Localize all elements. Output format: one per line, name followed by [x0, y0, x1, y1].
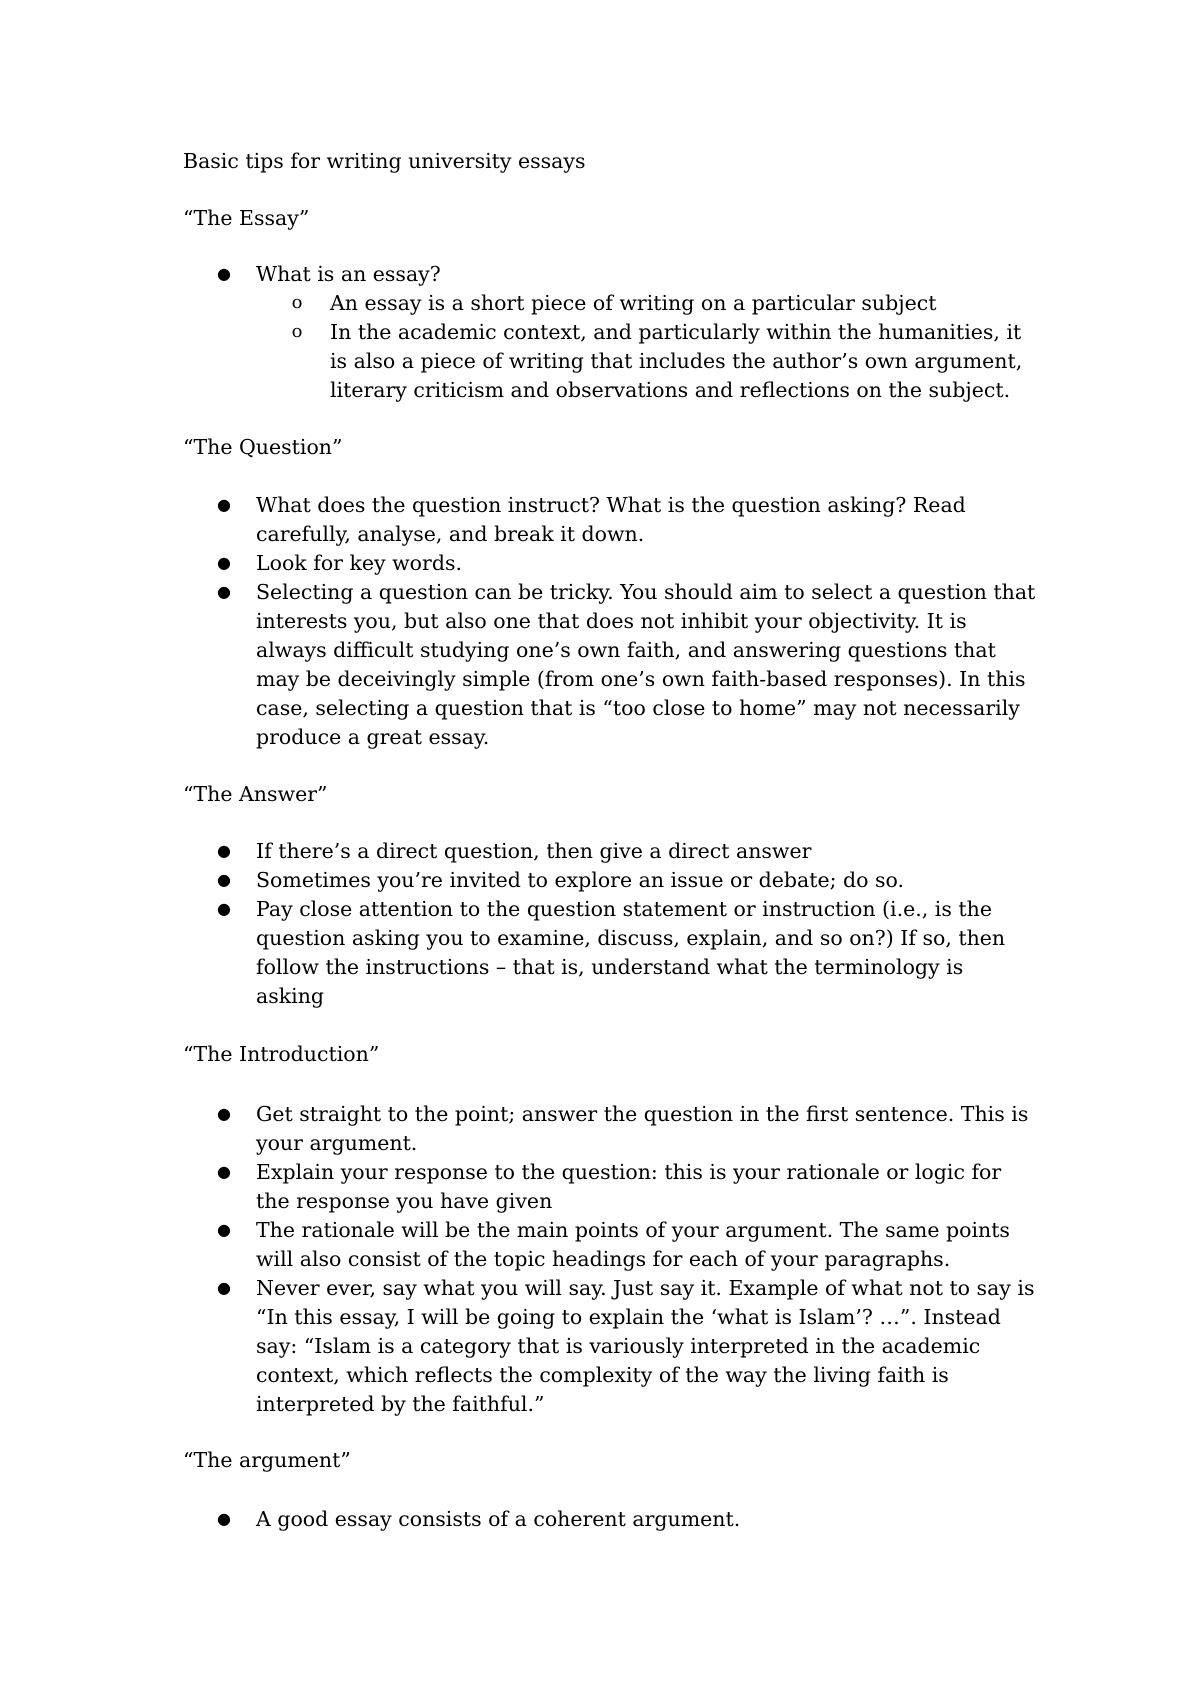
list-item: What is an essay? — [256, 262, 441, 286]
bullet-icon: ● — [217, 264, 231, 283]
list-item: asking — [256, 984, 325, 1008]
sub-list-item: literary criticism and observations and reflections on the subject. — [330, 378, 1011, 402]
bullet-icon: ● — [217, 1162, 231, 1181]
list-item: carefully, analyse, and break it down. — [256, 522, 645, 546]
bullet-icon: ● — [217, 870, 231, 889]
bullet-icon: ● — [217, 841, 231, 860]
list-item: interpreted by the faithful.” — [256, 1392, 545, 1416]
list-item: A good essay consists of a coherent argument. — [256, 1507, 741, 1531]
list-item: The rationale will be the main points of your argument. The same points — [256, 1218, 1010, 1242]
bullet-icon: ● — [217, 899, 231, 918]
section-heading-introduction: “The Introduction” — [183, 1042, 380, 1066]
list-item: case, selecting a question that is “too close to home” may not necessarily — [256, 696, 1020, 720]
bullet-icon: ● — [217, 1220, 231, 1239]
sub-list-item: is also a piece of writing that includes the author’s own argument, — [330, 349, 1023, 373]
sub-list-item: In the academic context, and particularly within the humanities, it — [330, 320, 1022, 344]
list-item: Get straight to the point; answer the question in the first sentence. This is — [256, 1102, 1029, 1126]
list-item: say: “Islam is a category that is variously interpreted in the academic — [256, 1334, 981, 1358]
list-item: will also consist of the topic headings for each of your paragraphs. — [256, 1247, 951, 1271]
list-item: question asking you to examine, discuss, explain, and so on?) If so, then — [256, 926, 1006, 950]
bullet-icon: ● — [217, 495, 231, 514]
list-item: your argument. — [256, 1131, 418, 1155]
bullet-icon: ● — [217, 553, 231, 572]
list-item: Never ever, say what you will say. Just say it. Example of what not to say is — [256, 1276, 1035, 1300]
list-item: context, which reflects the complexity of the way the living faith is — [256, 1363, 949, 1387]
list-item: interests you, but also one that does not inhibit your objectivity. It is — [256, 609, 967, 633]
document-title: Basic tips for writing university essays — [183, 149, 586, 173]
list-item: Look for key words. — [256, 551, 462, 575]
list-item: “In this essay, I will be going to explain the ‘what is Islam’? …”. Instead — [256, 1305, 1001, 1329]
bullet-icon: ● — [217, 1509, 231, 1528]
circle-bullet-icon: o — [291, 321, 303, 342]
list-item: the response you have given — [256, 1189, 553, 1213]
list-item: Sometimes you’re invited to explore an issue or debate; do so. — [256, 868, 905, 892]
list-item: follow the instructions – that is, understand what the terminology is — [256, 955, 964, 979]
section-heading-argument: “The argument” — [183, 1448, 351, 1472]
list-item: Pay close attention to the question statement or instruction (i.e., is the — [256, 897, 992, 921]
list-item: What does the question instruct? What is the question asking? Read — [256, 493, 966, 517]
list-item: Selecting a question can be tricky. You should aim to select a question that — [256, 580, 1036, 604]
bullet-icon: ● — [217, 582, 231, 601]
bullet-icon: ● — [217, 1278, 231, 1297]
bullet-icon: ● — [217, 1104, 231, 1123]
section-heading-question: “The Question” — [183, 435, 343, 459]
section-heading-answer: “The Answer” — [183, 782, 328, 806]
list-item: always difficult studying one’s own faith, and answering questions that — [256, 638, 996, 662]
list-item: produce a great essay. — [256, 725, 490, 749]
list-item: Explain your response to the question: this is your rationale or logic for — [256, 1160, 1002, 1184]
list-item: If there’s a direct question, then give a direct answer — [256, 839, 812, 863]
section-heading-essay: “The Essay” — [183, 206, 310, 230]
sub-list-item: An essay is a short piece of writing on a particular subject — [330, 291, 937, 315]
list-item: may be deceivingly simple (from one’s own faith-based responses). In this — [256, 667, 1026, 691]
circle-bullet-icon: o — [291, 292, 303, 313]
